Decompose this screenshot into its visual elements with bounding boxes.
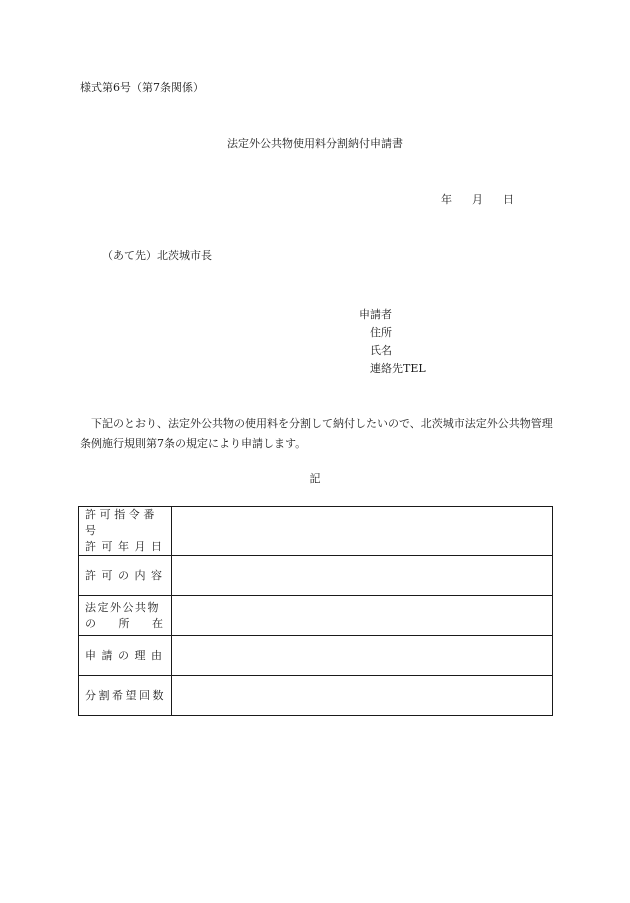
- table-row: [79, 676, 553, 716]
- location-label-part-c: 在: [152, 616, 163, 630]
- public-property-location-label: [79, 596, 172, 636]
- permit-content-label: [79, 556, 172, 596]
- permit-content-text: 許可の内容: [85, 568, 168, 582]
- permit-number-label: 許可指令番号: [85, 508, 158, 537]
- permit-date-label: 許可年月日: [85, 540, 168, 553]
- applicant-name-label: 氏名: [370, 344, 392, 357]
- installment-count-field[interactable]: [172, 676, 553, 716]
- applicant-heading: 申請者: [359, 308, 392, 321]
- permit-number-date-field[interactable]: [172, 507, 553, 556]
- applicant-contact-label: 連絡先TEL: [370, 362, 426, 375]
- application-reason-label: [79, 636, 172, 676]
- public-property-location-field[interactable]: [172, 596, 553, 636]
- date-year-label: 年: [441, 193, 452, 206]
- permit-content-field[interactable]: [172, 556, 553, 596]
- table-row: [79, 507, 553, 556]
- body-paragraph: 下記のとおり、法定外公共物の使用料を分割して納付したいので、北茨城市法定外公共物管理条例施行規則第7条の規定により申請します。: [80, 417, 553, 450]
- application-reason-text: 申請の理由: [85, 648, 168, 662]
- permit-number-date-label: [79, 507, 172, 556]
- detail-table: [78, 506, 553, 716]
- form-number: 様式第6号（第7条関係）: [80, 81, 204, 94]
- table-row: [79, 596, 553, 636]
- addressee: （あて先）北茨城市長: [102, 249, 212, 262]
- body-text: [80, 414, 555, 454]
- document-title: 法定外公共物使用料分割納付申請書: [227, 137, 403, 150]
- public-property-label: 法定外公共物: [85, 600, 160, 614]
- location-label-part-b: 所: [118, 616, 130, 630]
- table-row: [79, 556, 553, 596]
- date-month-label: 月: [472, 193, 483, 206]
- date-line: [441, 194, 514, 205]
- location-label-part-a: の: [85, 616, 96, 630]
- date-day-label: 日: [503, 193, 514, 206]
- applicant-address-label: 住所: [370, 326, 392, 339]
- applicant-block: [359, 306, 426, 378]
- ki-heading: 記: [309, 472, 321, 485]
- table-row: [79, 636, 553, 676]
- installment-count-text: 分割希望回数: [85, 688, 166, 702]
- installment-count-label: [79, 676, 172, 716]
- application-reason-field[interactable]: [172, 636, 553, 676]
- location-label: [85, 616, 163, 632]
